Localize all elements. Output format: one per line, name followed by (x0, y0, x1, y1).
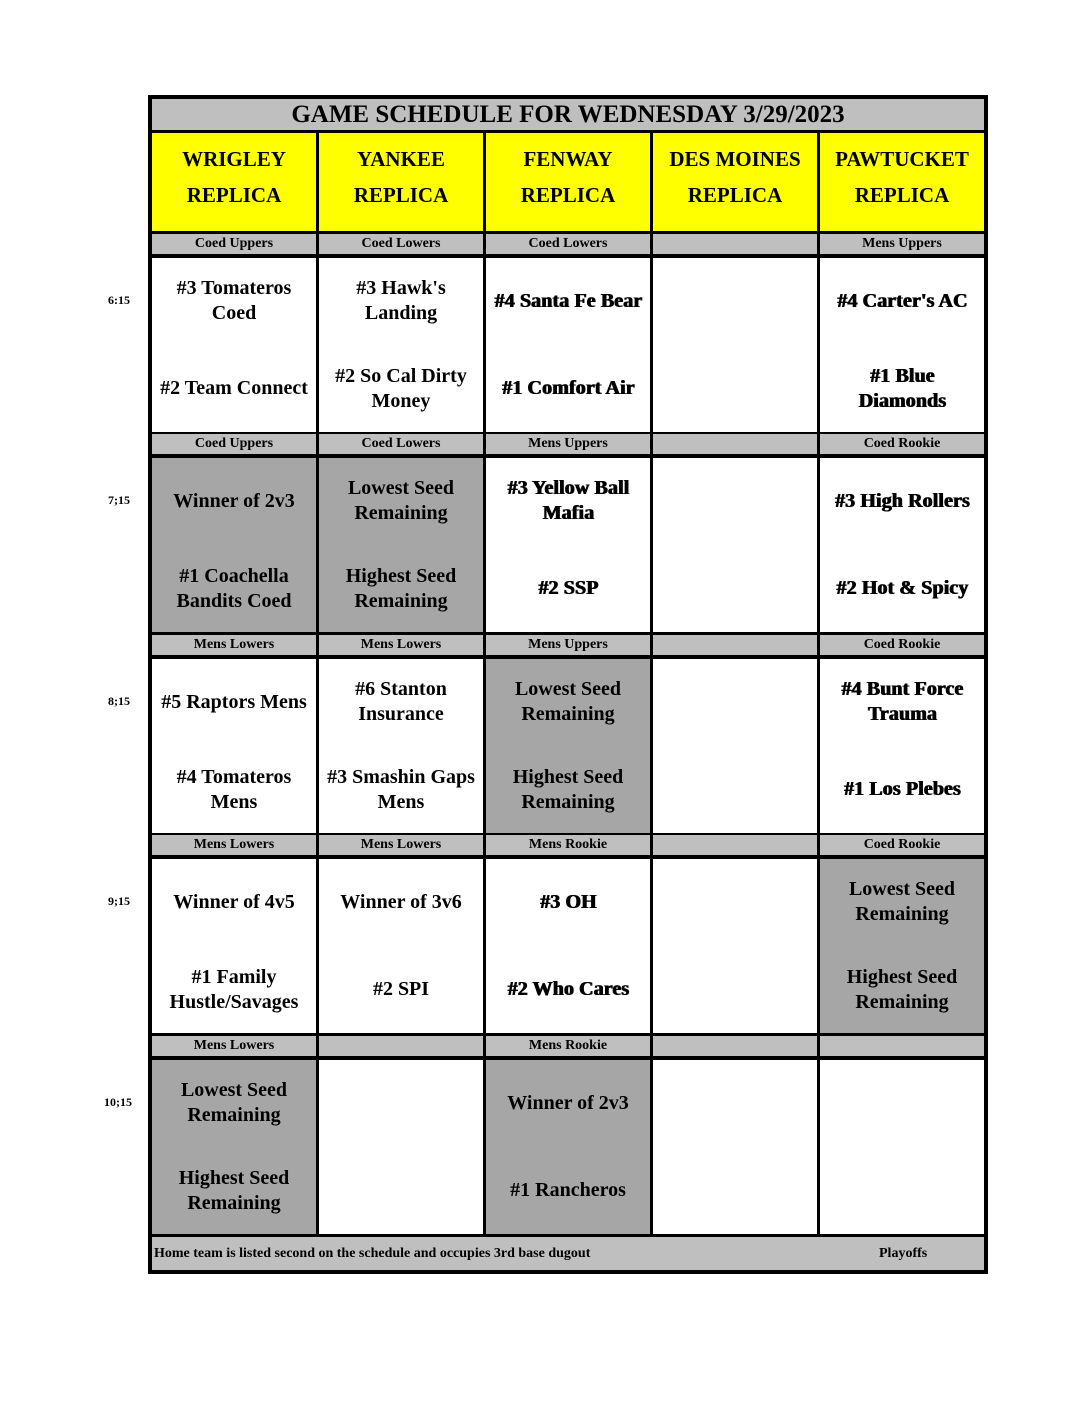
division-label: Mens Rookie (486, 1036, 650, 1056)
home-team: #2 Team Connect (160, 377, 308, 399)
game-cell (152, 1060, 316, 1234)
field-subtitle: REPLICA (353, 183, 449, 207)
game-cell (820, 1060, 984, 1234)
division-label (653, 635, 817, 655)
home-team: #2 Hot & Spicy (836, 577, 968, 599)
home-team: #2 Who Cares (507, 978, 629, 1000)
game-cell (152, 258, 316, 432)
away-team: Lowest Seed Remaining (514, 678, 622, 725)
game-cell (653, 258, 817, 432)
division-label: Coed Lowers (319, 234, 483, 254)
field-header-2 (319, 133, 483, 231)
field-header-3 (486, 133, 650, 231)
division-label: Mens Lowers (152, 635, 316, 655)
game-cell (486, 258, 650, 432)
away-team: #6 Stanton Insurance (355, 678, 447, 725)
field-name: WRIGLEY (182, 147, 286, 171)
away-team: #3 OH (539, 890, 597, 913)
footer-note-row (152, 1237, 984, 1270)
division-label: Mens Lowers (319, 635, 483, 655)
time-slot-label: 8;15 (108, 694, 130, 708)
division-label: Mens Uppers (486, 635, 650, 655)
away-team: Lowest Seed Remaining (848, 878, 956, 925)
home-team-note: Home team is listed second on the schedule and occupies 3rd base dugout (154, 1245, 591, 1261)
time-slot-label: 10;15 (104, 1095, 132, 1109)
away-team: #3 Hawk's Landing (356, 277, 446, 324)
field-name: YANKEE (357, 147, 445, 171)
home-team: #1 Coachella Bandits Coed (176, 564, 292, 612)
schedule-table (148, 95, 988, 1274)
field-subtitle: REPLICA (687, 183, 783, 207)
game-cell (319, 659, 483, 833)
home-team: #2 SPI (372, 978, 430, 1000)
home-team: #2 SSP (537, 577, 599, 599)
division-label (319, 1036, 483, 1056)
division-label: Mens Uppers (820, 234, 984, 254)
time-slot-label: 9;15 (108, 894, 130, 908)
division-label (653, 1036, 817, 1056)
away-team: #3 High Rollers (834, 489, 970, 512)
home-team: #4 Tomateros Mens (176, 765, 292, 813)
game-cell (486, 659, 650, 833)
home-team: Highest Seed Remaining (512, 765, 624, 813)
field-name: PAWTUCKET (835, 147, 969, 171)
game-cell (486, 458, 650, 632)
division-label (820, 1036, 984, 1056)
field-header-5 (820, 133, 984, 231)
game-cell (319, 258, 483, 432)
division-label (653, 835, 817, 855)
away-team: #4 Bunt Force Trauma (840, 678, 964, 725)
division-label: Mens Rookie (486, 835, 650, 855)
home-team: #3 Smashin Gaps Mens (327, 765, 475, 813)
division-label: Coed Rookie (820, 835, 984, 855)
game-cell (653, 458, 817, 632)
division-label: Coed Lowers (319, 434, 483, 454)
field-name: FENWAY (523, 147, 613, 171)
home-team: #1 Los Plebes (843, 778, 961, 800)
field-header-4 (653, 133, 817, 231)
home-team: Highest Seed Remaining (345, 564, 457, 612)
away-team: Lowest Seed Remaining (180, 1079, 288, 1126)
home-team: #1 Rancheros (510, 1179, 626, 1201)
game-cell (820, 458, 984, 632)
division-label: Coed Rookie (820, 635, 984, 655)
game-cell (653, 859, 817, 1033)
field-subtitle: REPLICA (854, 183, 950, 207)
away-team: #4 Carter's AC (836, 289, 968, 312)
away-team: #3 Yellow Ball Mafia (507, 477, 629, 524)
division-label: Coed Lowers (486, 234, 650, 254)
game-cell (152, 659, 316, 833)
field-header-1 (152, 133, 316, 231)
home-team: #1 Blue Diamonds (858, 364, 946, 412)
division-label: Coed Uppers (152, 434, 316, 454)
division-label (653, 234, 817, 254)
game-cell (319, 859, 483, 1033)
division-label: Coed Rookie (820, 434, 984, 454)
home-team: Highest Seed Remaining (846, 965, 958, 1013)
home-team: Highest Seed Remaining (178, 1166, 290, 1214)
away-team: Winner of 3v6 (340, 890, 462, 913)
home-team: #1 Family Hustle/Savages (169, 965, 299, 1013)
game-cell (152, 859, 316, 1033)
game-cell (820, 258, 984, 432)
home-team: #1 Comfort Air (501, 377, 635, 399)
division-label: Mens Lowers (152, 835, 316, 855)
game-cell (152, 458, 316, 632)
game-cell (319, 1060, 483, 1234)
field-subtitle: REPLICA (186, 183, 282, 207)
game-cell (653, 1060, 817, 1234)
game-cell (820, 659, 984, 833)
time-slot-label: 7;15 (108, 493, 130, 507)
game-cell (319, 458, 483, 632)
away-team: #4 Santa Fe Bear (494, 289, 642, 312)
division-label: Mens Uppers (486, 434, 650, 454)
away-team: #3 Tomateros Coed (176, 277, 292, 324)
game-cell (486, 859, 650, 1033)
field-name: DES MOINES (669, 147, 801, 171)
division-label: Mens Lowers (319, 835, 483, 855)
away-team: Lowest Seed Remaining (347, 477, 455, 524)
field-subtitle: REPLICA (520, 183, 616, 207)
schedule-title: GAME SCHEDULE FOR WEDNESDAY 3/29/2023 (152, 99, 984, 130)
home-team: #2 So Cal Dirty Money (335, 364, 467, 412)
game-cell (820, 859, 984, 1033)
division-label: Coed Uppers (152, 234, 316, 254)
game-cell (653, 659, 817, 833)
playoffs-legend: Playoffs (879, 1245, 928, 1261)
away-team: Winner of 2v3 (507, 1091, 629, 1114)
away-team: Winner of 4v5 (173, 890, 295, 913)
time-slot-label: 6:15 (108, 293, 130, 307)
game-cell (486, 1060, 650, 1234)
division-label (653, 434, 817, 454)
division-label: Mens Lowers (152, 1036, 316, 1056)
away-team: Winner of 2v3 (173, 489, 295, 512)
away-team: #5 Raptors Mens (161, 690, 307, 713)
